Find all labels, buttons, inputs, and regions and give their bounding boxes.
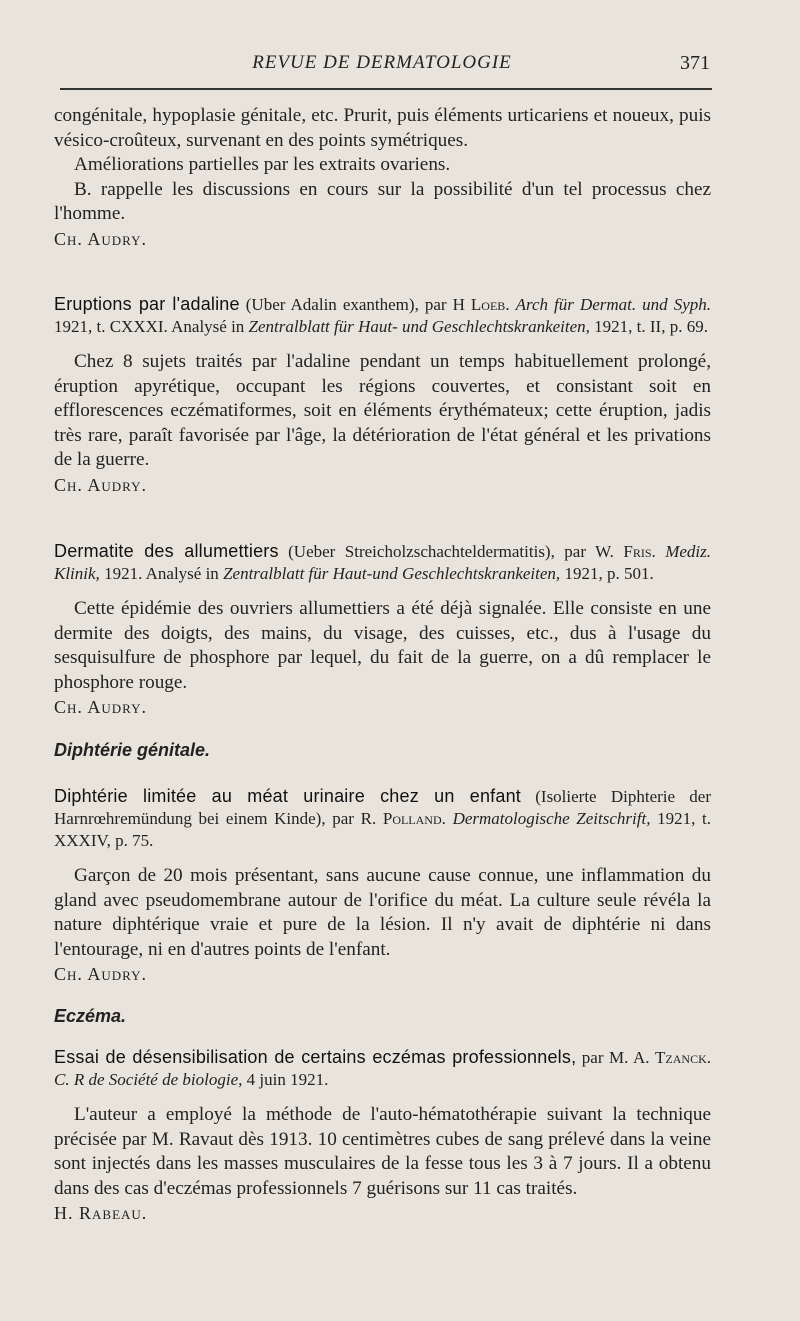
abstract-diphterie bbox=[54, 785, 711, 987]
reference-text: 1921, p. 501. bbox=[560, 564, 654, 583]
header-rule bbox=[60, 88, 712, 90]
page-number: 371 bbox=[680, 52, 710, 74]
reference bbox=[54, 1046, 711, 1091]
reference-text: , 1921, t. II, p. 69. bbox=[585, 317, 708, 336]
article-title: Diphtérie limitée au méat urinaire chez un enfant bbox=[54, 786, 521, 806]
running-title: REVUE DE DERMATOLOGIE bbox=[252, 52, 512, 73]
signature: Ch. Audry. bbox=[54, 697, 148, 718]
journal: C. R de Société de biologie, bbox=[54, 1070, 243, 1089]
paragraph: B. rappelle les discussions en cours sur la possibilité d'un tel processus chez l'homme. bbox=[54, 178, 711, 225]
signature: Ch. Audry. bbox=[54, 474, 148, 495]
journal: Dermatologische Zeitschrift, bbox=[452, 809, 651, 828]
reference bbox=[54, 293, 711, 338]
signature: H. Rabeau. bbox=[54, 1203, 148, 1224]
continued-abstract bbox=[54, 104, 711, 252]
section-heading: Eczéma. bbox=[54, 1006, 127, 1026]
signature: Ch. Audry. bbox=[54, 228, 148, 249]
abstract-adaline bbox=[54, 293, 711, 498]
reference-text: 1921, t. XXXIV, p. 75. bbox=[54, 809, 712, 850]
paragraph: Garçon de 20 mois présentant, sans aucune cause connue, une inflammation du gland avec pseudomembrane autour de l'orifice du méat. La culture seule révéla la nature diphtérique vraie et pure de la lésion. Il n'y avait de diphtérie ni dans l'entourage, ni en d'autres points de l'enfant. bbox=[54, 865, 711, 960]
abstract-journal: Zentralblatt für Haut- und Geschlechtskrankeiten bbox=[248, 317, 586, 336]
author: Loeb bbox=[470, 295, 506, 314]
section-eczema bbox=[54, 1004, 711, 1029]
abstract-journal: Zentralblatt für Haut-und Geschlechtskrankeiten, bbox=[223, 564, 561, 583]
reference-text: . bbox=[441, 809, 453, 828]
author: Polland bbox=[382, 809, 442, 828]
section-heading: Diphtérie génitale. bbox=[54, 740, 211, 760]
paragraph: Chez 8 sujets traités par l'adaline pendant un temps habituellement prolongé, éruption apyrétique, occupant les régions couvertes, et consistant soit en efflorescences eczématiformes, soit en éléments érythémateux; cette éruption, jadis très rare, paraît favorisée par l'âge, la détérioration de l'état général et les privations de la guerre. bbox=[54, 351, 711, 471]
paragraph: Améliorations partielles par les extraits ovariens. bbox=[74, 154, 451, 176]
abstract-eczemas bbox=[54, 1046, 711, 1226]
paragraph: L'auteur a employé la méthode de l'auto-hématothérapie suivant la technique précisée par M. Ravaut dès 1913. 10 centimètres cubes de sang prélevé dans la veine sont injectés dans les masses musculaires de la fesse tous les 3 à 7 jours. Il a obtenu dans des cas d'eczémas professionnels 7 guérisons sur 11 cas traités. bbox=[54, 1104, 711, 1199]
page-header bbox=[54, 52, 710, 82]
reference-text: 1921. Analysé in bbox=[99, 564, 224, 583]
reference-text: . bbox=[505, 295, 516, 314]
reference-text: (Uber Adalin exanthem), par H bbox=[239, 295, 471, 314]
reference bbox=[54, 785, 711, 852]
reference-text: par M. A. bbox=[576, 1048, 656, 1067]
section-diphterie bbox=[54, 738, 711, 763]
reference bbox=[54, 540, 711, 585]
abstract-allumettiers bbox=[54, 540, 711, 720]
journal: Arch für Dermat. und Syph. bbox=[515, 295, 712, 314]
reference-text: (Isolierte Diphterie der Harnrœhremündung bei einem Kinde), par R. bbox=[54, 787, 712, 828]
paragraph: congénitale, hypoplasie génitale, etc. Prurit, puis éléments urticariens et noueux, puis vésico-croûteux, survenant en des points symétriques. bbox=[54, 105, 711, 151]
reference-text: 4 juin 1921. bbox=[242, 1070, 329, 1089]
reference-text: (Ueber Streicholzschachteldermatitis), par W. bbox=[278, 542, 624, 561]
reference-text: . bbox=[651, 542, 666, 561]
signature: Ch. Audry. bbox=[54, 964, 148, 985]
article-title: Essai de désensibilisation de certains eczémas professionnels, bbox=[54, 1047, 577, 1067]
article-title: Eruptions par l'adaline bbox=[54, 294, 240, 314]
reference-text: 1921, t. CXXXI. Analysé in bbox=[54, 317, 249, 336]
author: Fris bbox=[623, 542, 652, 561]
author: Tzanck bbox=[655, 1048, 707, 1067]
reference-text: . bbox=[706, 1048, 711, 1067]
journal: Mediz. Klinik, bbox=[54, 542, 712, 583]
article-title: Dermatite des allumettiers bbox=[54, 541, 279, 561]
paragraph: Cette épidémie des ouvriers allumettiers a été déjà signalée. Elle consiste en une dermite des doigts, des mains, du visage, des cuisses, etc., dus à l'usage du sesquisulfure de phosphore par lequel, du fait de la guerre, on a dû remplacer le phosphore rouge. bbox=[54, 598, 711, 693]
